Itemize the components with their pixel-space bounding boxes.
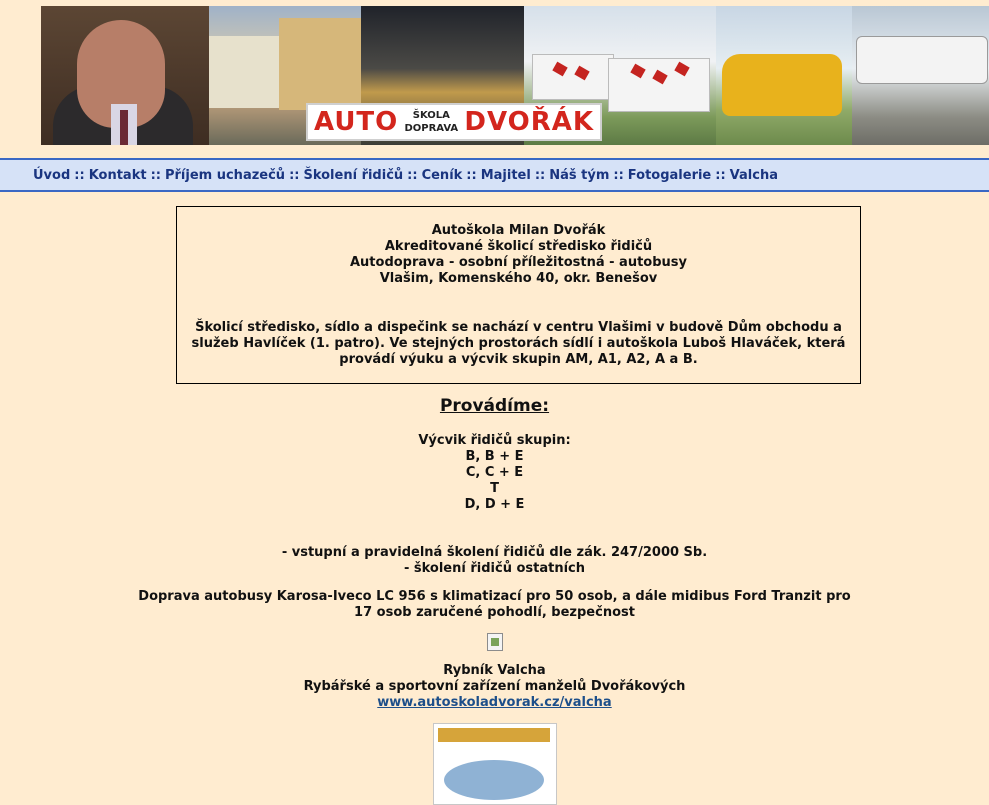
nav-link-skoleni[interactable]: Školení řidičů (303, 167, 404, 183)
valcha-map-image[interactable] (433, 723, 557, 805)
main-content (0, 396, 989, 805)
company-location-paragraph: Školicí středisko, sídlo a dispečink se nachází v centru Vlašimi v budově Dům obchodu a služeb Havlíček (1. patro). Ve stejných prostorách sídlí i autoškola Luboš Hlaváček, která provádí výuku a výcvik skupin AM, A1, A2, A a B. (191, 320, 846, 367)
valcha-title: Rybník Valcha (443, 663, 546, 678)
valcha-subtitle: Rybářské a sportovní zařízení manželů Dvořákových (303, 679, 686, 694)
company-services: Autodoprava - osobní příležitostná - autobusy (349, 255, 687, 270)
logo-dvorak-text: DVOŘÁK (464, 107, 594, 137)
license-group: D, D + E (464, 497, 525, 512)
nav-separator: :: (466, 167, 477, 183)
nav-link-kontakt[interactable]: Kontakt (88, 167, 147, 183)
company-accreditation: Akreditované školicí středisko řidičů (384, 239, 653, 254)
services-heading: Provádíme: (439, 396, 550, 416)
bus-photo (852, 6, 989, 145)
broken-image-icon (487, 633, 503, 651)
autoskola-logo (306, 103, 602, 141)
license-group: T (490, 481, 499, 496)
transport-info: Doprava autobusy Karosa-Iveco LC 956 s klimatizací pro 50 osob, a dále midibus Ford Tranzit pro 17 osob zaručené pohodlí, bezpečnost (138, 589, 851, 620)
nav-link-valcha[interactable]: Valcha (729, 167, 778, 183)
logo-auto-text: AUTO (314, 107, 399, 137)
nav-separator: :: (715, 167, 726, 183)
company-address: Vlašim, Komenského 40, okr. Benešov (379, 271, 658, 286)
logo-mid-text: ŠKOLA DOPRAVA (404, 110, 459, 134)
nav-link-tym[interactable]: Náš tým (549, 167, 610, 183)
license-group: B, B + E (465, 449, 524, 464)
service-item: - školení řidičů ostatních (403, 561, 586, 576)
nav-separator: :: (407, 167, 418, 183)
nav-link-cenik[interactable]: Ceník (421, 167, 463, 183)
nav-link-majitel[interactable]: Majitel (480, 167, 531, 183)
nav-link-fotogalerie[interactable]: Fotogalerie (627, 167, 712, 183)
nav-separator: :: (613, 167, 624, 183)
nav-link-uvod[interactable]: Úvod (33, 167, 71, 183)
nav-link-prijem[interactable]: Příjem uchazečů (164, 167, 286, 183)
nav-separator: :: (534, 167, 546, 183)
nav-separator: :: (289, 167, 300, 183)
license-group: C, C + E (465, 465, 524, 480)
nav-separator: :: (150, 167, 161, 183)
owner-photo (41, 6, 209, 145)
nav-separator: :: (74, 167, 85, 183)
main-navigation (0, 158, 989, 192)
service-item: - vstupní a pravidelná školení řidičů dle zák. 247/2000 Sb. (281, 545, 708, 560)
company-name: Autoškola Milan Dvořák (431, 223, 606, 238)
company-info-box (176, 206, 861, 384)
training-title: Výcvik řidičů skupin: (418, 433, 571, 448)
header-banner (41, 6, 989, 145)
minibus-photo (716, 6, 852, 145)
valcha-link[interactable]: www.autoskoladvorak.cz/valcha (377, 695, 612, 710)
